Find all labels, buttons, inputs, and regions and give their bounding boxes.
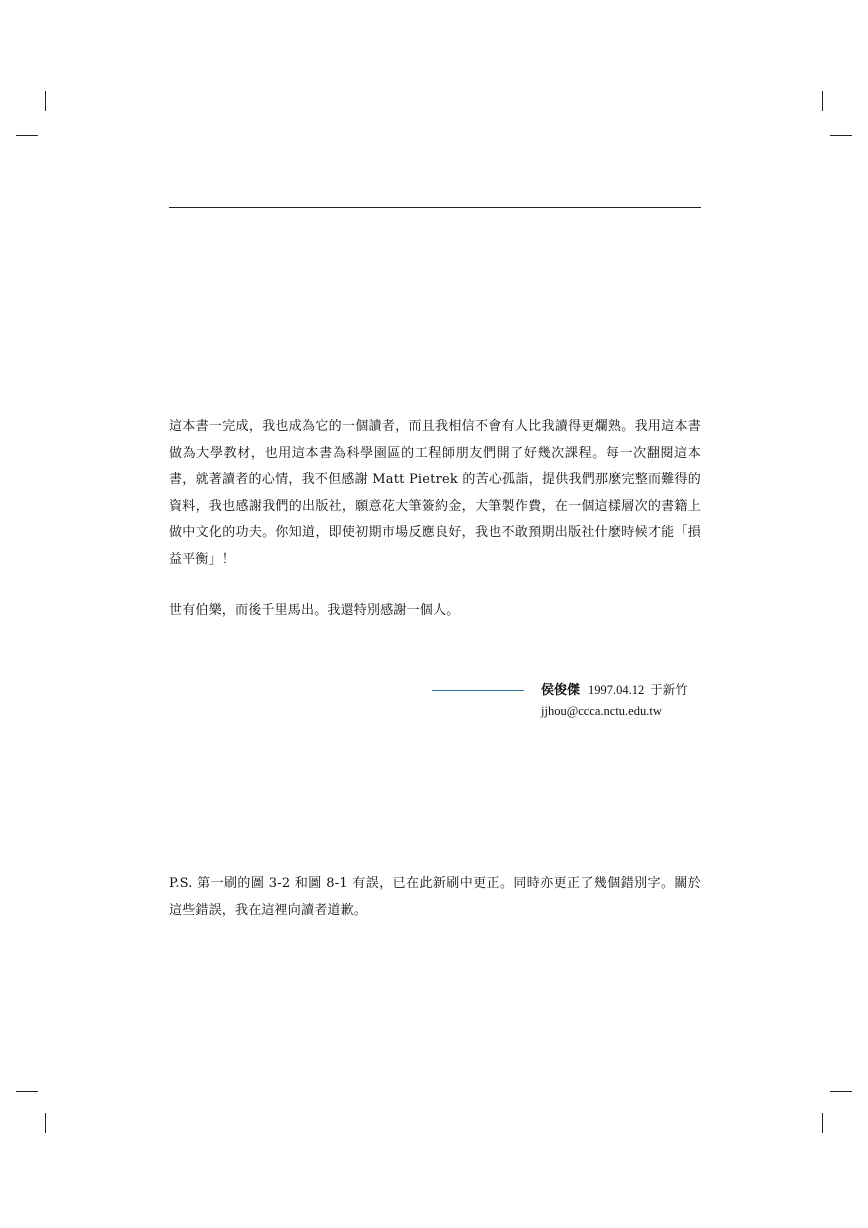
signature-line — [541, 680, 688, 701]
crop-mark — [45, 91, 46, 111]
paragraph-bole — [169, 598, 701, 625]
crop-mark — [45, 1113, 46, 1133]
signature-rule — [432, 690, 524, 691]
signature-place: 于新竹 — [650, 682, 688, 697]
author-email: jjhou@ccca.nctu.edu.tw — [541, 704, 662, 718]
crop-mark — [16, 135, 38, 136]
crop-mark — [830, 1091, 852, 1092]
crop-mark — [830, 135, 852, 136]
signature-date: 1997.04.12 — [588, 683, 645, 697]
author-name: 侯俊傑 — [541, 683, 581, 698]
crop-mark — [16, 1091, 38, 1092]
paragraph-ps — [169, 871, 701, 924]
paragraph-text: 這本書一完成，我也成為它的一個讀者，而且我相信不會有人比我讀得更爛熟。我用這本書做為大學教材，也用這本書為科學園區的工程師朋友們開了好幾次課程。每一次翻閱這本書，就著讀者的心情，我不但感謝 Matt Pietrek 的苦心孤詣，提供我們那麼完整而難得的資料，我也感謝我們的出版社，願意花大筆簽約金，大筆製作費，在一個這樣層次的書籍上做中文化的功夫。你知道，即使初期市場反應良好，我也不敢預期出版社什麼時候才能「損益平衡」！ — [169, 419, 701, 567]
paragraph-text: P.S. 第一刷的圖 3-2 和圖 8-1 有誤，已在此新刷中更正。同時亦更正了幾個錯別字。關於這些錯誤，我在這裡向讀者道歉。 — [169, 876, 701, 918]
paragraph-text: 世有伯樂，而後千里馬出。我還特別感謝一個人。 — [169, 603, 460, 618]
paragraph-thanks — [169, 414, 701, 573]
crop-mark — [822, 1113, 823, 1133]
header-rule — [169, 207, 701, 208]
crop-mark — [822, 91, 823, 111]
signature-block — [541, 680, 688, 721]
